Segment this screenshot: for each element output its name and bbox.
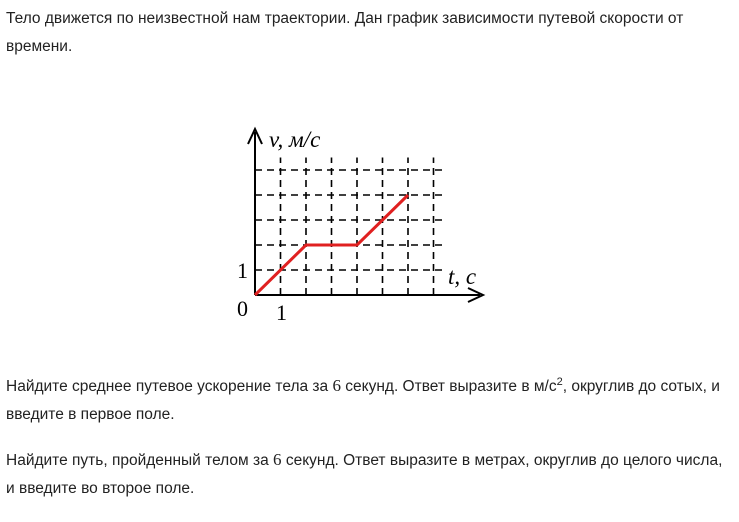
speed-time-chart <box>230 120 490 330</box>
question-1-text-mid: секунд. Ответ выразите в м/с <box>340 378 557 395</box>
question-2-number: 6 <box>273 450 282 469</box>
question-1-text-after: , округлив до сотых, и введите в первое поле. <box>6 378 720 423</box>
question-1-number: 6 <box>332 376 341 395</box>
x-axis-label: t, с <box>448 264 477 289</box>
origin-label: 0 <box>237 296 248 321</box>
x-tick-label-1: 1 <box>276 300 287 325</box>
y-axis-label: v, м/с <box>269 127 321 152</box>
question-2 <box>6 446 731 503</box>
question-2-text-before: Найдите путь, пройденный телом за <box>6 452 274 469</box>
problem-intro: Тело движется по неизвестной нам траектории. Дан график зависимости путевой скорости от времени. <box>6 10 684 55</box>
y-tick-label-1: 1 <box>237 258 248 283</box>
question-1-text-before: Найдите среднее путевое ускорение тела за <box>6 378 333 395</box>
chart-grid <box>255 158 446 296</box>
question-1 <box>6 372 731 429</box>
question-2-text-after: секунд. Ответ выразите в метрах, округлив до целого числа, и введите во второе поле. <box>6 452 723 497</box>
question-1-superscript: 2 <box>556 375 563 388</box>
